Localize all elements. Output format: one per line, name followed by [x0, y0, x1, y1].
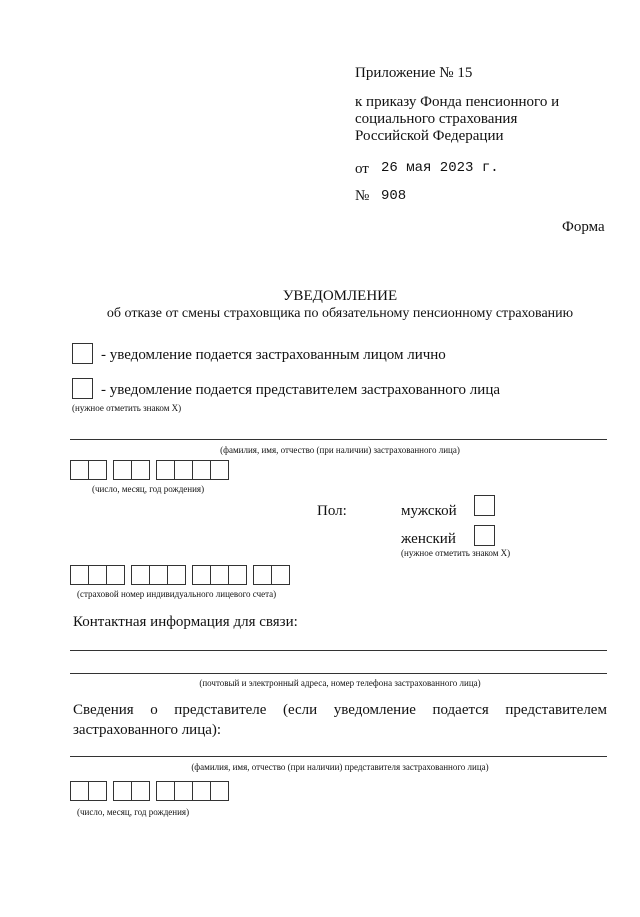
representative-heading-word: представителе [174, 702, 267, 718]
contact-heading: Контактная информация для связи: [73, 614, 298, 630]
document-title: УВЕДОМЛЕНИЕ [282, 288, 398, 304]
insured-birthdate-caption: (число, месяц, год рождения) [92, 484, 205, 494]
day-cells [70, 781, 106, 801]
snils-caption: (страховой номер индивидуального лицевого счета) [77, 589, 277, 599]
gender-male-label: мужской [401, 503, 457, 519]
order-line-1: к приказу Фонда пенсионного и [355, 94, 560, 110]
representative-heading-line-2: застрахованного лица): [73, 722, 222, 738]
contact-field-line-2[interactable] [70, 673, 607, 674]
insured-birthdate-field[interactable] [70, 460, 235, 480]
day-cells [70, 460, 106, 480]
representative-heading-word: о [150, 702, 158, 718]
submission-hint: (нужное отметить знаком Х) [72, 403, 182, 413]
gender-label: Пол: [317, 503, 347, 519]
month-cells [113, 460, 149, 480]
representative-name-field[interactable] [70, 756, 607, 757]
document-subtitle: об отказе от смены страховщика по обязательному пенсионному страхованию [106, 306, 574, 321]
form-label: Форма [562, 219, 605, 235]
appendix-label: Приложение № 15 [355, 65, 473, 81]
insured-name-caption: (фамилия, имя, отчество (при наличии) застрахованного лица) [220, 445, 460, 455]
order-line-2: социального страхования [355, 111, 518, 127]
representative-heading-word: уведомление [333, 702, 416, 718]
representative-birthdate-caption: (число, месяц, год рождения) [77, 807, 190, 817]
order-line-3: Российской Федерации [355, 128, 504, 144]
representative-heading-word: (если [282, 702, 318, 718]
snils-field[interactable] [70, 565, 296, 585]
representative-birthdate-field[interactable] [70, 781, 235, 801]
year-cells [156, 781, 228, 801]
personal-submission-label: - уведомление подается застрахованным лицом лично [101, 347, 446, 363]
gender-male-checkbox[interactable] [474, 495, 495, 516]
order-number: 908 [381, 188, 407, 204]
date-prefix: от [355, 161, 369, 177]
contact-caption: (почтовый и электронный адреса, номер телефона застрахованного лица) [199, 678, 481, 688]
representative-heading-line-1 [73, 702, 607, 719]
year-cells [156, 460, 228, 480]
month-cells [113, 781, 149, 801]
representative-name-caption: (фамилия, имя, отчество (при наличии) представителя застрахованного лица) [191, 762, 489, 772]
insured-name-field[interactable] [70, 439, 607, 440]
representative-heading-word: подается [432, 702, 489, 718]
representative-submission-label: - уведомление подается представителем застрахованного лица [101, 382, 501, 398]
representative-submission-checkbox[interactable] [72, 378, 93, 399]
order-date: 26 мая 2023 г. [381, 160, 499, 176]
gender-hint: (нужное отметить знаком Х) [401, 548, 511, 558]
contact-field-line-1[interactable] [70, 650, 607, 651]
gender-female-checkbox[interactable] [474, 525, 495, 546]
personal-submission-checkbox[interactable] [72, 343, 93, 364]
number-prefix: № [355, 188, 370, 204]
gender-female-label: женский [401, 531, 456, 547]
representative-heading-word: Сведения [73, 702, 134, 718]
representative-heading-word: представителем [505, 702, 607, 718]
